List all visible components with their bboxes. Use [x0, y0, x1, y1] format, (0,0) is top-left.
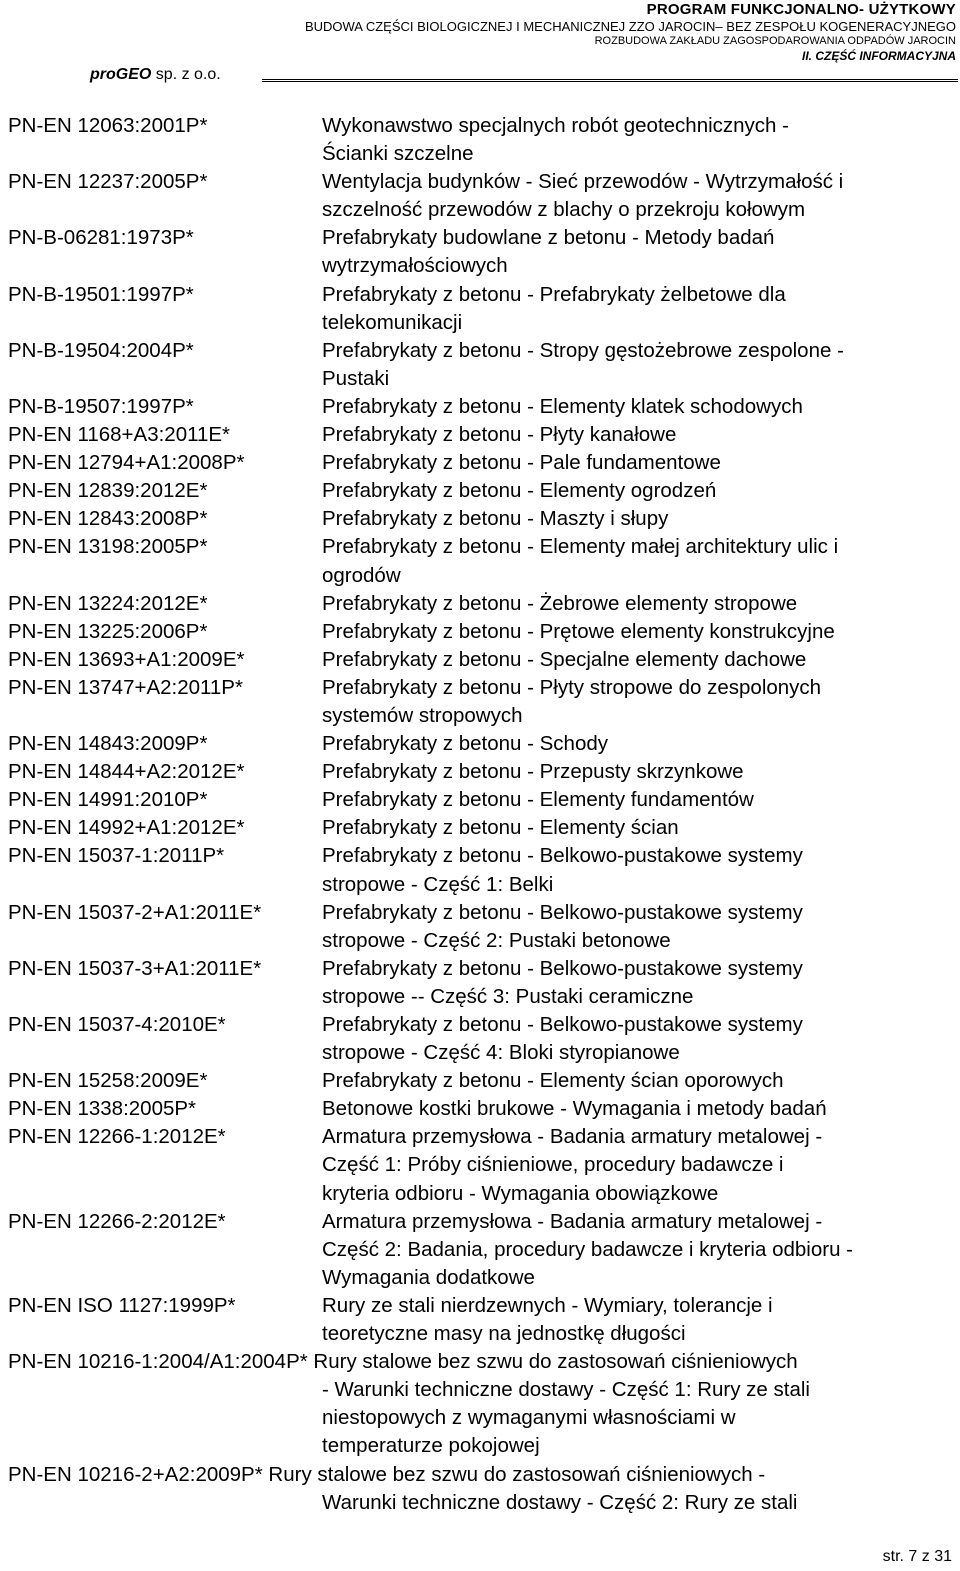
standard-code: PN-EN 10216-1:2004/A1:2004P*: [8, 1350, 308, 1374]
header-text-block: [305, 2, 956, 62]
standard-description: Armatura przemysłowa - Badania armatury metalowej - Część 1: Próby ciśnieniowe, procedury badawcze i kryteria odbioru - Wymagania obowiązkowe: [322, 1125, 823, 1205]
standard-code: PN-EN 1338:2005P*: [8, 1097, 197, 1121]
standard-description: Betonowe kostki brukowe - Wymagania i metody badań: [322, 1097, 827, 1121]
standard-description: Prefabrykaty z betonu - Elementy małej architektury ulic i ogrodów: [322, 535, 839, 587]
standard-description: Prefabrykaty z betonu - Elementy ścian: [322, 816, 679, 840]
standard-code: PN-EN 10216-2+A2:2009P*: [8, 1462, 263, 1486]
company-logo: [90, 66, 221, 84]
standard-description: Rury ze stali nierdzewnych - Wymiary, tolerancje i teoretyczne masy na jednostkę długości: [322, 1293, 773, 1346]
standard-code: PN-EN 14843:2009P*: [8, 732, 208, 756]
standard-entry: [8, 112, 958, 168]
standard-description-continued: Warunki techniczne dostawy - Część 2: Rury ze stali: [322, 1490, 798, 1514]
standard-code: PN-EN ISO 1127:1999P*: [8, 1293, 236, 1317]
standard-entry: [8, 1067, 958, 1095]
standard-code: PN-EN 12843:2008P*: [8, 507, 208, 531]
standard-code: PN-EN 12794+A1:2008P*: [8, 451, 245, 475]
standard-description: Prefabrykaty z betonu - Pale fundamentowe: [322, 451, 721, 475]
standard-entry: [8, 224, 958, 280]
standard-code: PN-EN 12266-2:2012E*: [8, 1209, 226, 1233]
standard-code: PN-EN 15258:2009E*: [8, 1069, 208, 1093]
page-number: str. 7 z 31: [882, 1548, 952, 1565]
standard-description: Prefabrykaty z betonu - Belkowo-pustakowe systemy stropowe - Część 2: Pustaki betonowe: [322, 900, 803, 952]
standard-description: Prefabrykaty z betonu - Elementy ogrodzeń: [322, 479, 717, 503]
header-divider: [262, 79, 958, 82]
standard-description: Prefabrykaty z betonu - Belkowo-pustakowe systemy stropowe - Część 1: Belki: [322, 844, 803, 896]
standard-description: Prefabrykaty z betonu - Stropy gęstożebrowe zespolone - Pustaki: [322, 338, 844, 390]
standard-description: Prefabrykaty z betonu - Przepusty skrzynkowe: [322, 760, 744, 784]
standard-entry: [8, 505, 958, 533]
standard-entry: [8, 842, 958, 898]
header-part-line: II. CZĘŚĆ INFORMACYJNA: [801, 49, 956, 63]
standard-entry: [8, 955, 958, 1011]
standard-entry: [8, 814, 958, 842]
standard-entry: [8, 758, 958, 786]
standard-description: Prefabrykaty z betonu - Płyty kanałowe: [322, 423, 677, 447]
standard-entry: [8, 1292, 958, 1348]
standard-description-continued: - Warunki techniczne dostawy - Część 1: Rury ze stali niestopowych z wymaganymi własnościami w temperaturze pokojowej: [322, 1378, 810, 1458]
standard-description: Wykonawstwo specjalnych robót geotechnicznych - Ścianki szczelne: [322, 114, 789, 166]
standard-code: PN-EN 15037-3+A1:2011E*: [8, 956, 262, 980]
header-program-title: PROGRAM FUNKCJONALNO- UŻYTKOWY: [646, 1, 956, 18]
standard-first-line: [8, 1461, 958, 1489]
standard-description: Prefabrykaty z betonu - Prefabrykaty żelbetowe dla telekomunikacji: [322, 282, 786, 334]
standard-code: PN-EN 12063:2001P*: [8, 114, 208, 137]
standard-description-start: Rury stalowe bez szwu do zastosowań ciśnieniowych: [307, 1350, 798, 1374]
standard-description: Prefabrykaty z betonu - Belkowo-pustakowe systemy stropowe -- Część 3: Pustaki ceramiczne: [322, 956, 803, 1008]
standard-code: PN-B-19504:2004P*: [8, 338, 194, 362]
standard-description: Prefabrykaty z betonu - Prętowe elementy konstrukcyjne: [322, 619, 835, 643]
standard-entry: [8, 533, 958, 589]
standard-description: Prefabrykaty budowlane z betonu - Metody badań wytrzymałościowych: [322, 226, 775, 278]
standard-code: PN-EN 15037-1:2011P*: [8, 844, 225, 868]
standard-description: Prefabrykaty z betonu - Elementy ścian oporowych: [322, 1069, 784, 1093]
standard-entry: [8, 1123, 958, 1207]
logo-company-suffix: sp. z o.o.: [151, 66, 221, 83]
header-expansion-line: ROZBUDOWA ZAKŁADU ZAGOSPODAROWANIA ODPADÓW JAROCIN: [594, 35, 956, 47]
standard-description: Prefabrykaty z betonu - Elementy klatek schodowych: [322, 394, 803, 418]
standard-code: PN-B-06281:1973P*: [8, 226, 194, 250]
standard-code: PN-EN 12266-1:2012E*: [8, 1125, 226, 1149]
standard-description-start: Rury stalowe bez szwu do zastosowań ciśnieniowych -: [262, 1462, 766, 1486]
standard-description: Armatura przemysłowa - Badania armatury metalowej - Część 2: Badania, procedury badawcze i kryteria odbioru - Wymagania dodatkowe: [322, 1209, 853, 1289]
standard-entry: [8, 674, 958, 730]
standard-entry: [8, 168, 958, 224]
standard-description: Prefabrykaty z betonu - Belkowo-pustakowe systemy stropowe - Część 4: Bloki styropianowe: [322, 1013, 803, 1065]
standard-entry: [8, 393, 958, 421]
standard-entry: [8, 618, 958, 646]
standard-code: PN-EN 15037-2+A1:2011E*: [8, 900, 262, 924]
standard-code: PN-EN 1168+A3:2011E*: [8, 423, 231, 447]
standard-first-line: [8, 1348, 958, 1376]
standard-entry: [8, 590, 958, 618]
standards-list: [8, 112, 958, 1517]
standard-entry: [8, 1348, 958, 1460]
standard-code: PN-B-19501:1997P*: [8, 282, 194, 306]
standard-entry: [8, 899, 958, 955]
standard-code: PN-EN 14844+A2:2012E*: [8, 760, 245, 784]
standard-entry: [8, 337, 958, 393]
standard-entry: [8, 730, 958, 758]
page-header: [0, 0, 960, 90]
standard-code: PN-EN 12839:2012E*: [8, 479, 208, 503]
standard-entry: [8, 477, 958, 505]
standard-code: PN-EN 13198:2005P*: [8, 535, 208, 559]
standard-entry: [8, 786, 958, 814]
standard-code: PN-EN 13747+A2:2011P*: [8, 675, 243, 699]
standard-description: Prefabrykaty z betonu - Płyty stropowe do zespolonych systemów stropowych: [322, 675, 822, 727]
standard-code: PN-EN 13225:2006P*: [8, 619, 208, 643]
standard-description: Prefabrykaty z betonu - Schody: [322, 732, 609, 756]
standard-entry: [8, 646, 958, 674]
standard-entry: [8, 1011, 958, 1067]
standard-entry: [8, 1095, 958, 1123]
standard-entry: [8, 449, 958, 477]
standard-code: PN-B-19507:1997P*: [8, 394, 194, 418]
logo-brand: proGEO: [90, 66, 152, 83]
standard-description: Prefabrykaty z betonu - Specjalne elementy dachowe: [322, 647, 807, 671]
standard-entry: [8, 1208, 958, 1292]
standard-code: PN-EN 13224:2012E*: [8, 591, 208, 615]
standard-code: PN-EN 13693+A1:2009E*: [8, 647, 245, 671]
standard-code: PN-EN 12237:2005P*: [8, 170, 208, 194]
standard-code: PN-EN 14992+A1:2012E*: [8, 816, 245, 840]
standard-code: PN-EN 15037-4:2010E*: [8, 1013, 226, 1036]
standard-entry: [8, 1461, 958, 1517]
standard-code: PN-EN 14991:2010P*: [8, 788, 208, 812]
standard-description: Prefabrykaty z betonu - Maszty i słupy: [322, 507, 669, 531]
standard-description: Prefabrykaty z betonu - Żebrowe elementy stropowe: [322, 591, 798, 615]
standard-description: Prefabrykaty z betonu - Elementy fundamentów: [322, 788, 754, 812]
standard-entry: [8, 421, 958, 449]
standard-entry: [8, 281, 958, 337]
standard-description: Wentylacja budynków - Sieć przewodów - Wytrzymałość i szczelność przewodów z blachy o przekroju kołowym: [322, 170, 844, 222]
header-project-line: BUDOWA CZĘŚCI BIOLOGICZNEJ I MECHANICZNEJ ZZO JAROCIN– BEZ ZESPOŁU KOGENERACYJNEGO: [304, 19, 956, 34]
